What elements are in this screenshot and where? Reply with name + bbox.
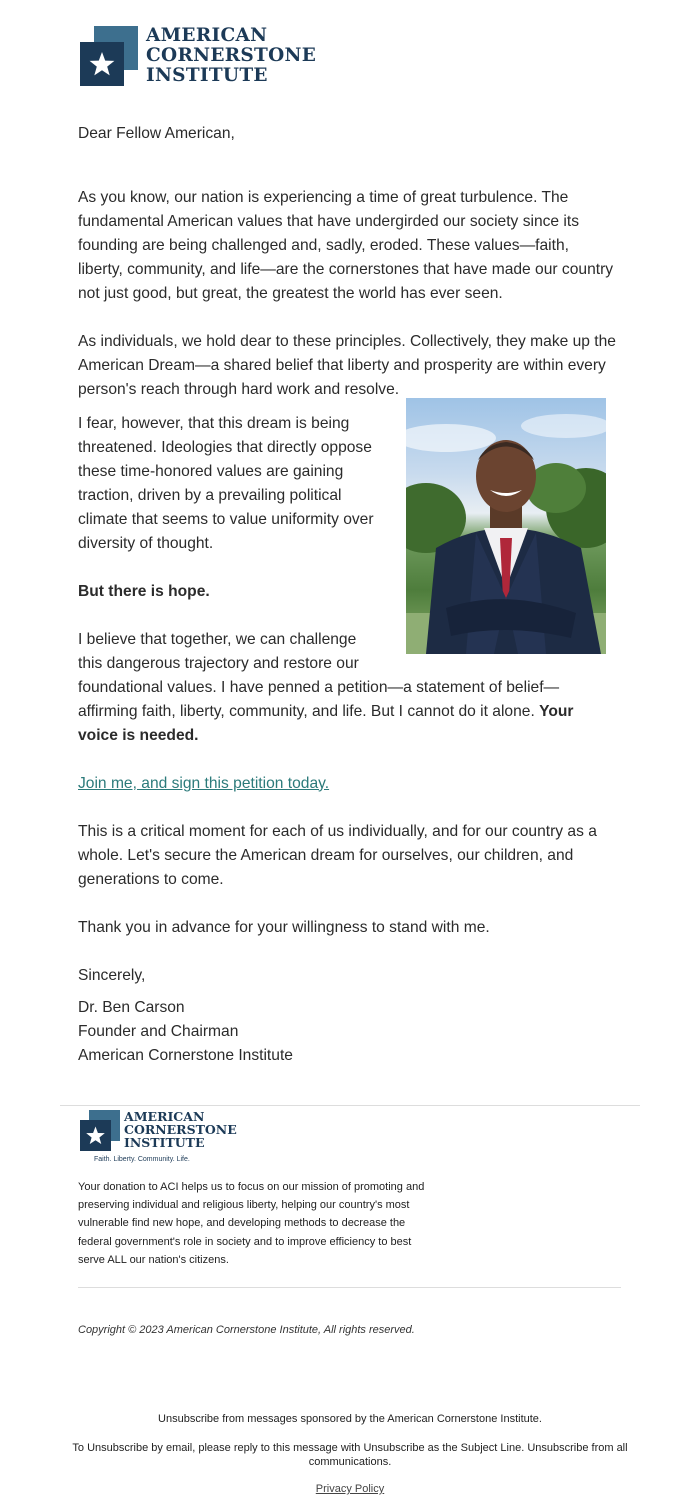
footer-logo-line-2: CORNERSTONE — [124, 1122, 237, 1137]
hope-heading: But there is hope. — [78, 582, 210, 600]
signature-title: Founder and Chairman — [78, 1023, 239, 1040]
logo-line-1: AMERICAN — [146, 25, 268, 46]
privacy-policy-link[interactable]: Privacy Policy — [315, 1483, 385, 1495]
footer-logo-line-1: AMERICAN — [124, 1109, 205, 1124]
logo-front-square — [80, 42, 124, 86]
paragraph-american-dream: As individuals, we hold dear to these principles. Collectively, they make up the American Dream—a shared belief that liberty and prosperity are within every person's reach through hard work and resolve. — [78, 332, 616, 398]
footer-logo[interactable] — [80, 1110, 250, 1168]
sign-petition-link[interactable]: Join me, and sign this petition today. — [78, 774, 330, 792]
footer-divider-top — [60, 1105, 640, 1106]
paragraph-values: As you know, our nation is experiencing a time of great turbulence. The fundamental American values that have undergirded our society since its founding are being challenged and, sadly, eroded. These values—faith, liberty, community, and life—are the cornerstones that have made our country not just good, but great, the greatest the world has ever seen. — [78, 188, 614, 302]
logo-wordmark — [146, 26, 316, 86]
footer-star-icon — [85, 1125, 106, 1146]
signature-block — [78, 996, 618, 1068]
paragraph-threat: I fear, however, that this dream is being threatened. Ideologies that directly oppose these time-honored values are gaining traction, driven by a prevailing political climate that seems to value uniformity over diversity of thought. — [78, 414, 374, 552]
author-photo — [406, 398, 606, 654]
star-icon — [88, 50, 116, 78]
privacy-policy — [0, 1483, 700, 1495]
unsubscribe-email-instructions[interactable]: To Unsubscribe by email, please reply to this message with Unsubscribe as the Subject Line. Unsubscribe from all communications. — [72, 1442, 628, 1468]
footer-logo-wordmark — [124, 1110, 237, 1149]
footer-tagline: Faith. Liberty. Community. Life. — [94, 1156, 190, 1163]
greeting: Dear Fellow American, — [78, 125, 235, 142]
paragraph-thank-you: Thank you in advance for your willingness to stand with me. — [78, 918, 490, 936]
logo-line-3: INSTITUTE — [146, 65, 268, 86]
aci-logo[interactable] — [80, 26, 330, 88]
donation-text: Your donation to ACI helps us to focus on our mission of promoting and preserving individual and religious liberty, helping our country's most vulnerable find new hope, and developing methods to decrease the federal government's role in society and to improve efficiency to best serve ALL our nation's citizens. — [78, 1181, 425, 1266]
footer-divider-bottom — [78, 1287, 621, 1288]
paragraph-critical-moment: This is a critical moment for each of us individually, and for our country as a whole. Let's secure the American dream for ourselves, our children, and generations to come. — [78, 822, 597, 888]
paragraph-together-part1: I believe that together, we can challenge this dangerous trajectory and restore our — [78, 630, 359, 672]
footer-logo-front-square — [80, 1120, 111, 1151]
petition-link-paragraph — [78, 772, 618, 796]
unsubscribe-link[interactable]: Unsubscribe from messages sponsored by the American Cornerstone Institute. — [158, 1413, 542, 1425]
logo-line-2: CORNERSTONE — [146, 45, 317, 66]
closing: Sincerely, — [78, 966, 146, 984]
footer-logo-line-3: INSTITUTE — [124, 1135, 205, 1150]
portrait-illustration — [406, 398, 606, 654]
signature-organization: American Cornerstone Institute — [78, 1047, 293, 1064]
paragraph-together-part2 — [78, 676, 613, 748]
voice-needed-text: Your voice is needed. — [78, 702, 574, 744]
signature-name: Dr. Ben Carson — [78, 999, 185, 1016]
petition-text: foundational values. I have penned a petition—a statement of belief—affirming faith, liberty, community, and life. But I cannot do it alone. — [78, 678, 560, 720]
copyright-notice: Copyright © 2023 American Cornerstone Institute, All rights reserved. — [78, 1324, 415, 1336]
